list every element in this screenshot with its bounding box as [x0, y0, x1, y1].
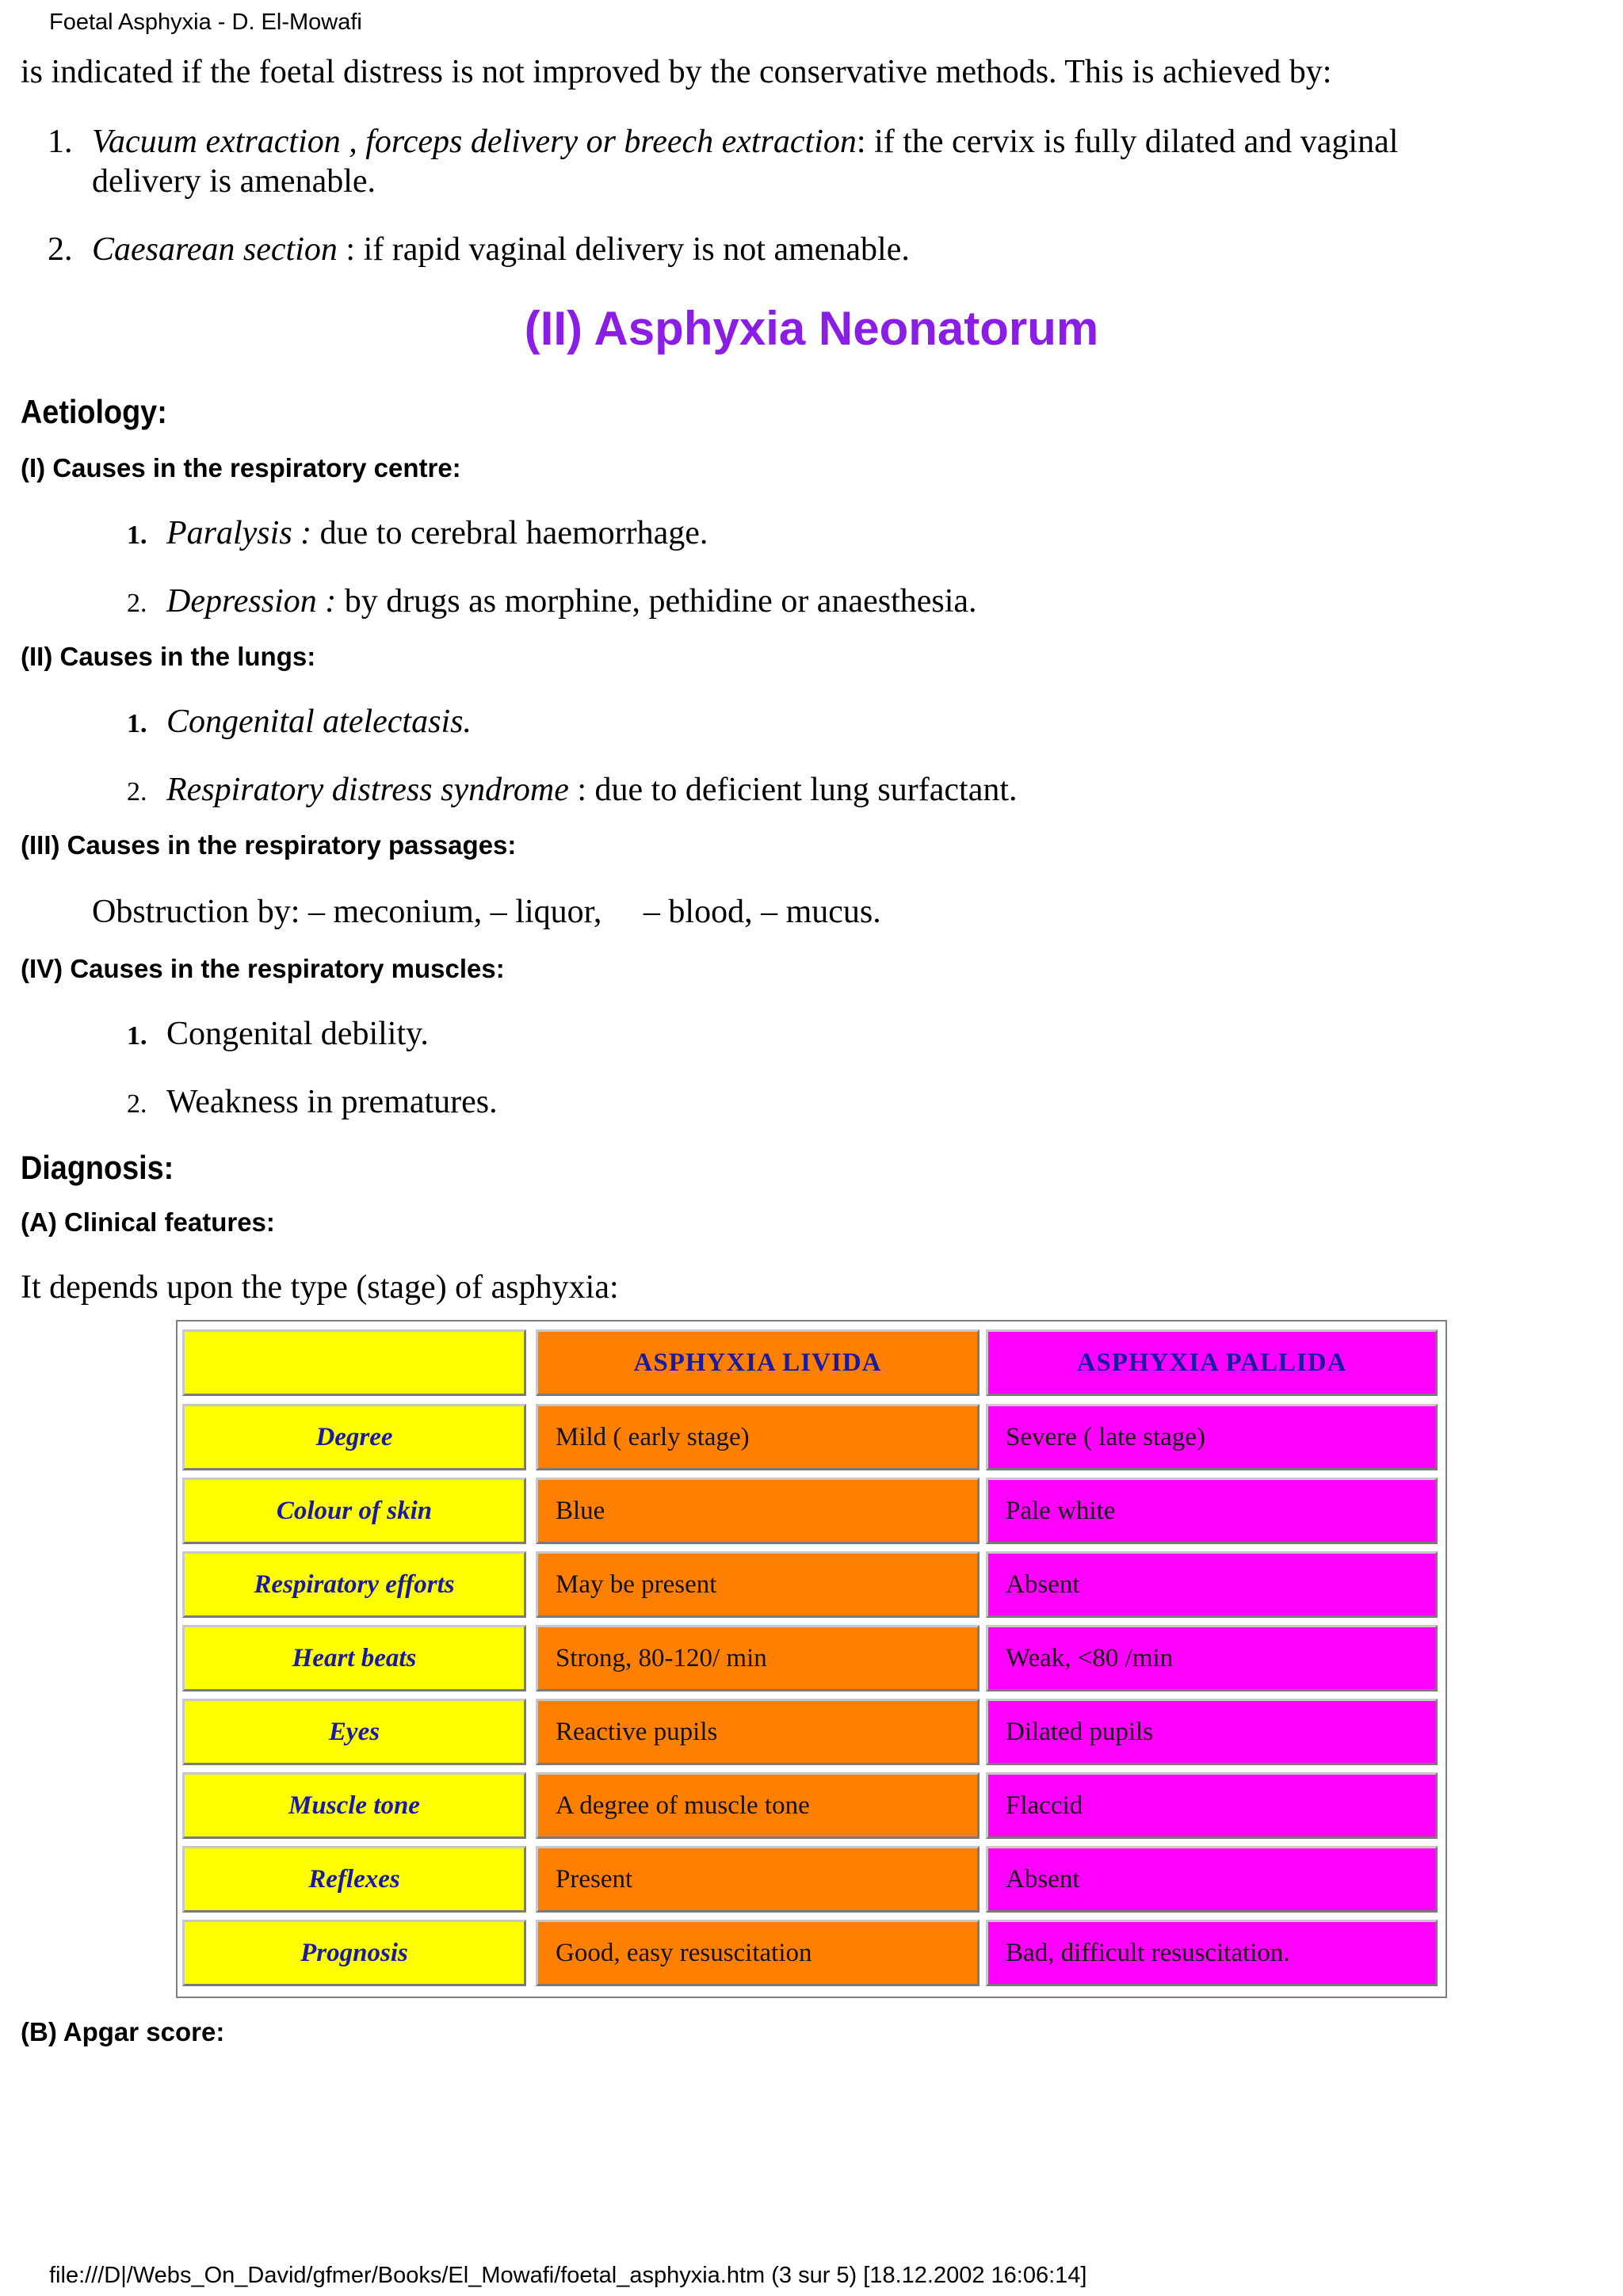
row-label-reflexes: Reflexes [182, 1846, 526, 1913]
row-label-degree: Degree [182, 1404, 526, 1470]
livida-reflexes: Present [536, 1846, 980, 1913]
livida-degree: Mild ( early stage) [536, 1404, 980, 1470]
row-label-muscle: Muscle tone [182, 1772, 526, 1839]
livida-heart: Strong, 80-120/ min [536, 1625, 980, 1691]
row-label-colour: Colour of skin [182, 1478, 526, 1544]
aetiology-heading: Aetiology: [21, 393, 167, 430]
item-text: : due to deficient lung surfactant. [568, 772, 1018, 808]
pallida-respiratory: Absent [986, 1551, 1438, 1618]
passages-text-a: Obstruction by: – meconium, – liquor, [92, 894, 602, 930]
item-italic: Respiratory distress syndrome [166, 772, 569, 808]
asphyxia-table [176, 1320, 1447, 1998]
table-header-livida: ASPHYXIA LIVIDA [536, 1329, 980, 1396]
method-text: : if the cervix is fully dilated and vaginal [856, 124, 1399, 160]
pallida-heart: Weak, <80 /min [986, 1625, 1438, 1691]
passages-text [92, 892, 881, 932]
page-header: Foetal Asphyxia - D. El-Mowafi [49, 10, 362, 35]
resp-centre-item-2 [127, 582, 977, 624]
pallida-muscle: Flaccid [986, 1772, 1438, 1839]
item-italic: Congenital atelectasis. [166, 704, 472, 740]
clinical-heading: (A) Clinical features: [21, 1207, 275, 1237]
item-text: Congenital debility. [166, 1016, 429, 1052]
row-label-prognosis: Prognosis [182, 1920, 526, 1986]
livida-eyes: Reactive pupils [536, 1699, 980, 1765]
row-label-heart: Heart beats [182, 1625, 526, 1691]
list-number: 2. [127, 1089, 147, 1119]
pallida-colour: Pale white [986, 1478, 1438, 1544]
passages-text-b: – blood, – mucus. [643, 894, 881, 930]
lungs-item-2 [127, 770, 1018, 812]
lungs-heading: (II) Causes in the lungs: [21, 642, 316, 671]
list-number: 1. [48, 124, 73, 160]
method-italic: Caesarean section [92, 231, 338, 268]
livida-prognosis: Good, easy resuscitation [536, 1920, 980, 1986]
passages-heading: (III) Causes in the respiratory passages: [21, 830, 517, 860]
apgar-heading: (B) Apgar score: [21, 2017, 225, 2046]
item-italic: Depression : [166, 583, 337, 620]
resp-centre-item-1 [127, 513, 708, 555]
list-number: 1. [127, 1021, 147, 1051]
item-text: by drugs as morphine, pethidine or anaesthesia. [336, 583, 977, 620]
row-label-respiratory: Respiratory efforts [182, 1551, 526, 1618]
pallida-reflexes: Absent [986, 1846, 1438, 1913]
method-item-2 [48, 230, 910, 269]
muscles-item-1 [127, 1014, 429, 1056]
resp-centre-heading: (I) Causes in the respiratory centre: [21, 453, 461, 482]
item-italic: Paralysis : [166, 515, 312, 551]
item-text: due to cerebral haemorrhage. [311, 515, 708, 551]
livida-muscle: A degree of muscle tone [536, 1772, 980, 1839]
list-number: 2. [48, 231, 73, 268]
list-number: 2. [127, 777, 147, 807]
table-header-pallida: ASPHYXIA PALLIDA [986, 1329, 1438, 1396]
list-number: 1. [127, 709, 147, 738]
pallida-prognosis: Bad, difficult resuscitation. [986, 1920, 1438, 1986]
intro-paragraph: is indicated if the foetal distress is not improved by the conservative methods. This is achieved by: [21, 54, 1332, 90]
method-text: : if rapid vaginal delivery is not amenable. [337, 231, 910, 268]
livida-respiratory: May be present [536, 1551, 980, 1618]
pallida-eyes: Dilated pupils [986, 1699, 1438, 1765]
method-item-1-continued: delivery is amenable. [92, 163, 376, 200]
method-italic: Vacuum extraction , forceps delivery or breech extraction [92, 124, 857, 160]
clinical-intro: It depends upon the type (stage) of asphyxia: [21, 1269, 619, 1306]
diagnosis-heading: Diagnosis: [21, 1149, 174, 1186]
row-label-eyes: Eyes [182, 1699, 526, 1765]
livida-colour: Blue [536, 1478, 980, 1544]
page-footer: file:///D|/Webs_On_David/gfmer/Books/El_Mowafi/foetal_asphyxia.htm (3 sur 5) [18.12.2002 16:06:14] [49, 2263, 1087, 2288]
muscles-heading: (IV) Causes in the respiratory muscles: [21, 954, 505, 983]
list-number: 2. [127, 589, 147, 618]
table-header-blank [182, 1329, 526, 1396]
section-title: (II) Asphyxia Neonatorum [524, 302, 1099, 355]
list-number: 1. [127, 521, 147, 550]
method-item-1 [48, 122, 1398, 162]
lungs-item-1 [127, 702, 472, 744]
pallida-degree: Severe ( late stage) [986, 1404, 1438, 1470]
muscles-item-2 [127, 1082, 498, 1124]
item-text: Weakness in prematures. [166, 1084, 498, 1120]
